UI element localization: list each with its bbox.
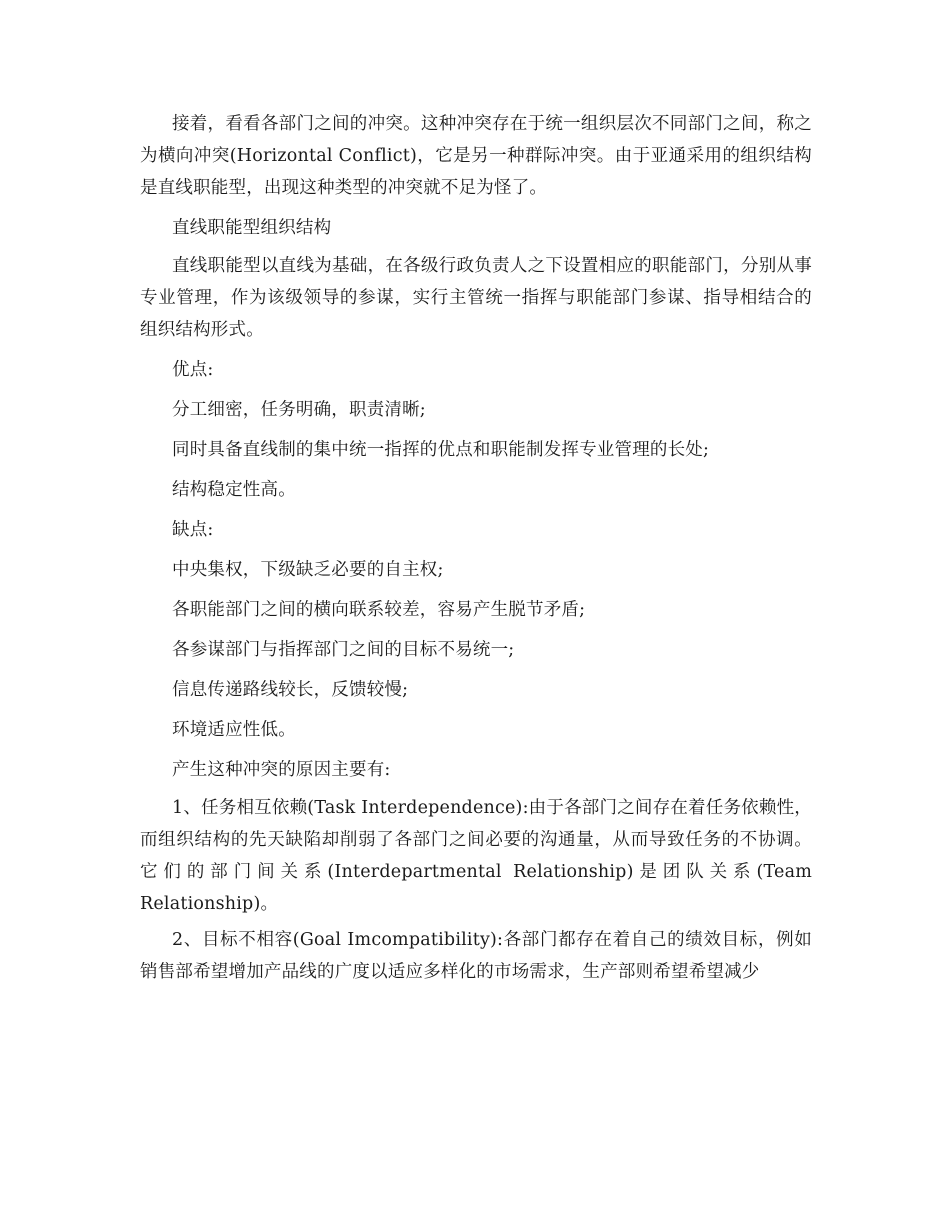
disadvantage-item: 中央集权，下级缺乏必要的自主权; xyxy=(172,560,444,580)
advantages-label: 优点: xyxy=(172,360,214,380)
paragraph-cause-goal-incompatibility: 2、目标不相容(Goal Imcompatibility):各部门都存在着自己的绩效目标，例如销售部希望增加产品线的广度以适应多样化的市场需求，生产部则希望希望减少 xyxy=(140,930,812,982)
causes-intro: 产生这种冲突的原因主要有: xyxy=(172,760,391,780)
paragraph-cause-task-interdependence: 1、任务相互依赖(Task Interdependence):由于各部门之间存在着任务依赖性，而组织结构的先天缺陷却削弱了各部门之间必要的沟通量，从而导致任务的不协调。它们的部门间关系(Interdepartmental Relationship)是团队关系(Team Relationship)。 xyxy=(140,798,812,914)
disadvantages-label: 缺点: xyxy=(172,520,214,540)
paragraph-definition: 直线职能型以直线为基础，在各级行政负责人之下设置相应的职能部门，分别从事专业管理，作为该级领导的参谋，实行主管统一指挥与职能部门参谋、指导相结合的组织结构形式。 xyxy=(140,256,812,340)
paragraph-horizontal-conflict: 接着，看看各部门之间的冲突。这种冲突存在于统一组织层次不同部门之间，称之为横向冲突(Horizontal Conflict)，它是另一种群际冲突。由于亚通采用的组织结构是直线职能型，出现这种类型的冲突就不足为怪了。 xyxy=(140,114,812,198)
disadvantage-item: 各参谋部门与指挥部门之间的目标不易统一; xyxy=(172,640,515,660)
advantage-item: 同时具备直线制的集中统一指挥的优点和职能制发挥专业管理的长处; xyxy=(172,440,710,460)
disadvantage-item: 各职能部门之间的横向联系较差，容易产生脱节矛盾; xyxy=(172,600,586,620)
advantage-item: 分工细密，任务明确，职责清晰; xyxy=(172,400,426,420)
disadvantage-item: 信息传递路线较长，反馈较慢; xyxy=(172,680,409,700)
document-body xyxy=(140,108,812,994)
disadvantage-item: 环境适应性低。 xyxy=(172,720,296,740)
section-heading: 直线职能型组织结构 xyxy=(172,218,332,238)
advantage-item: 结构稳定性高。 xyxy=(172,480,296,500)
